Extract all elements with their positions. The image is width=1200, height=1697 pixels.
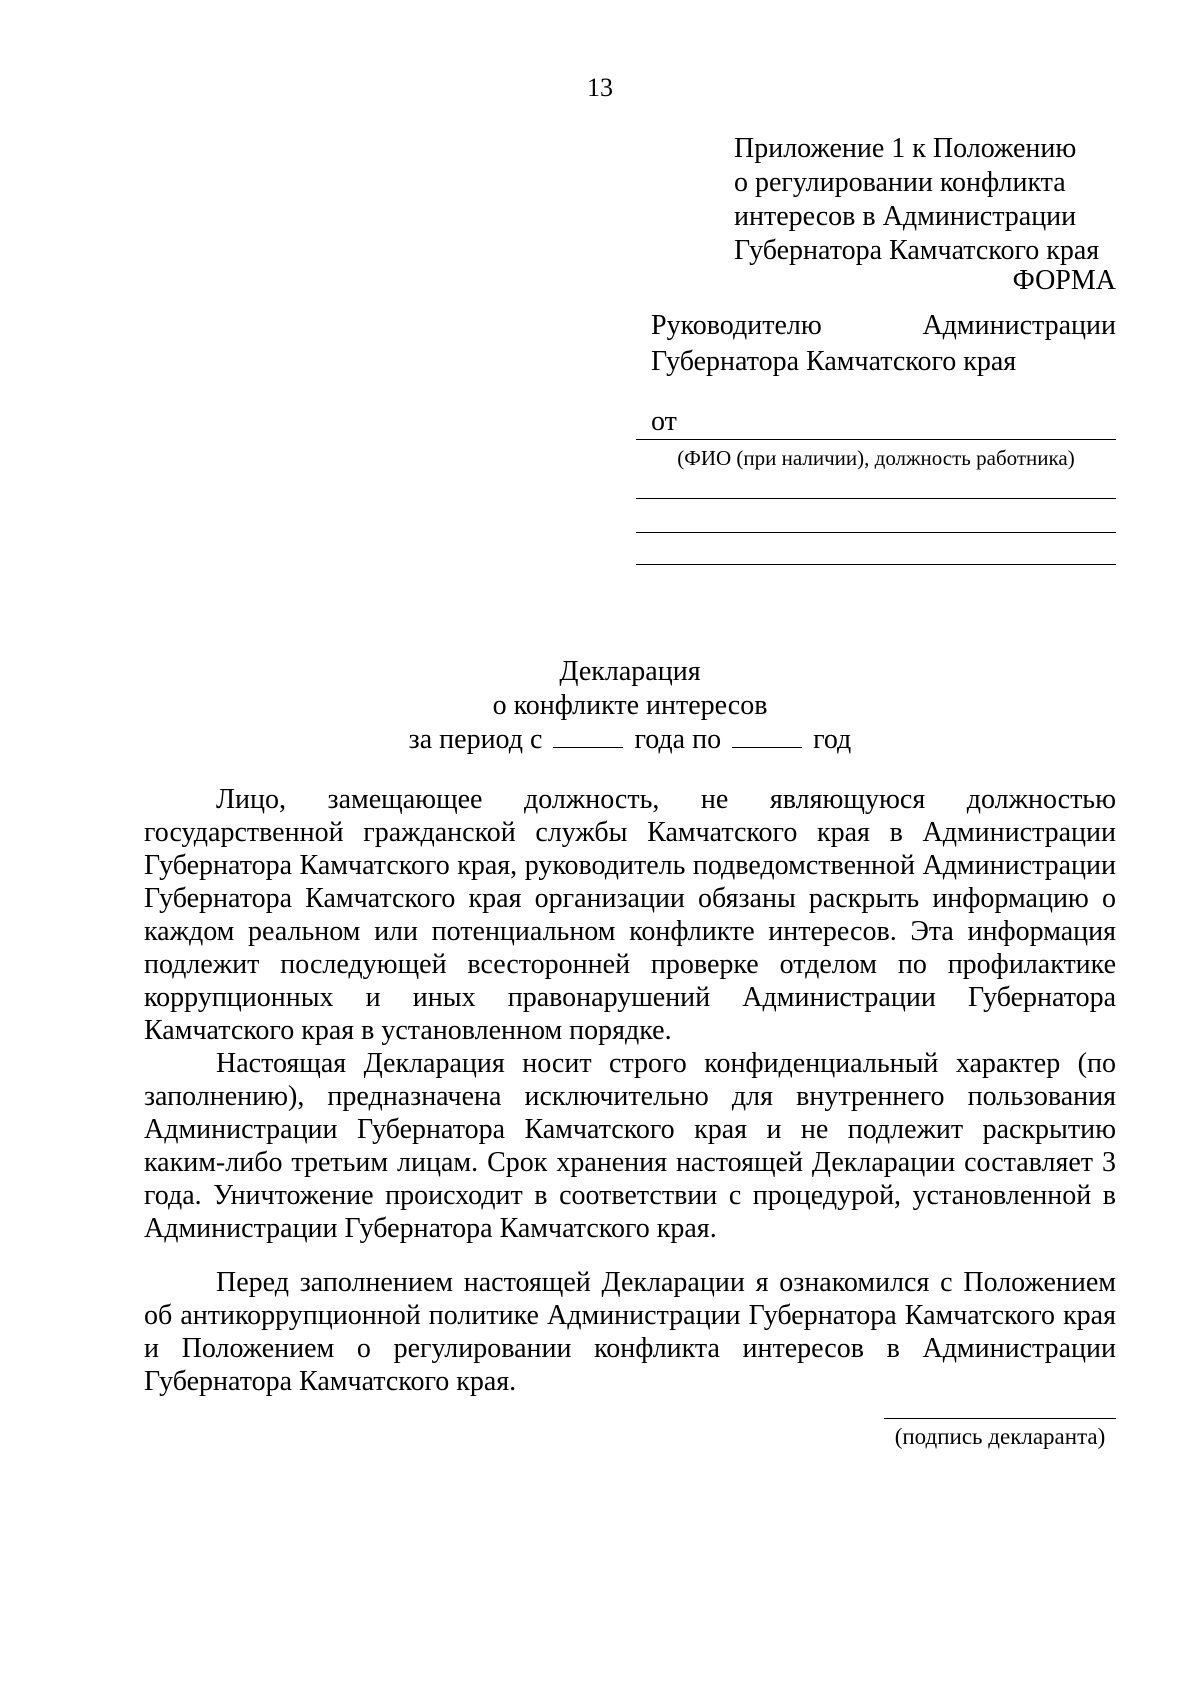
appendix-line: Губернатора Камчатского края [734, 235, 1100, 266]
form-label: ФОРМА [1012, 265, 1116, 296]
acknowledgement-block [144, 1266, 1116, 1398]
period-middle: года по [634, 724, 722, 755]
period-end-blank[interactable] [732, 723, 802, 748]
sender-input-line[interactable] [636, 405, 1116, 440]
declaration-title [0, 655, 1200, 757]
period-line [0, 723, 1200, 757]
blank-input-line[interactable] [636, 564, 1116, 565]
body-paragraph: Настоящая Декларация носит строго конфиденциальный характер (по заполнению), предназначена исключительно для внутреннего пользования Администрации Губернатора Камчатского края и не подлежит раскрытию каким-либо третьим лицам. Срок хранения настоящей Декларации составляет 3 года. Уничтожение происходит в соответствии с процедурой, установленной в Администрации Губернатора Камчатского края. [144, 1048, 1116, 1244]
appendix-reference [734, 132, 1099, 268]
addressee-block [651, 308, 1116, 380]
addressee-line: Руководителю Администрации [651, 310, 1116, 341]
signature-field[interactable] [884, 1418, 1116, 1451]
blank-input-line[interactable] [636, 532, 1116, 533]
addressee-line: Губернатора Камчатского края [651, 346, 1017, 377]
blank-input-line[interactable] [636, 498, 1116, 499]
title-line: о конфликте интересов [492, 690, 768, 721]
title-line: Декларация [559, 656, 701, 687]
appendix-line: Приложение 1 к Положению [734, 133, 1077, 164]
from-label: от [651, 406, 677, 437]
sender-field[interactable] [636, 405, 1116, 472]
page-number: 13 [587, 73, 613, 102]
period-prefix: за период с [408, 724, 543, 755]
declaration-body [144, 783, 1116, 1245]
period-start-blank[interactable] [553, 723, 623, 748]
body-paragraph: Лицо, замещающее должность, не являющуюся должностью государственной гражданской службы Камчатского края в Администрации Губернатора Камчатского края, руководитель подведомственной Администрации Губернатора Камчатского края организации обязаны раскрыть информацию о каждом реальном или потенциальном конфликте интересов. Эта информация подлежит последующей всесторонней проверке отделом по профилактике коррупционных и иных правонарушений Администрации Губернатора Камчатского края в установленном порядке. [144, 784, 1116, 1046]
appendix-line: о регулировании конфликта [734, 167, 1066, 198]
appendix-line: интересов в Администрации [734, 201, 1077, 232]
signature-caption: (подпись декларанта) [894, 1424, 1106, 1449]
body-paragraph: Перед заполнением настоящей Декларации я ознакомился с Положением об антикоррупционной политике Администрации Губернатора Камчатского края и Положением о регулировании конфликта интересов в Администрации Губернатора Камчатского края. [144, 1267, 1116, 1397]
sender-field-caption: (ФИО (при наличии), должность работника) [677, 446, 1075, 470]
period-suffix: год [813, 724, 852, 755]
